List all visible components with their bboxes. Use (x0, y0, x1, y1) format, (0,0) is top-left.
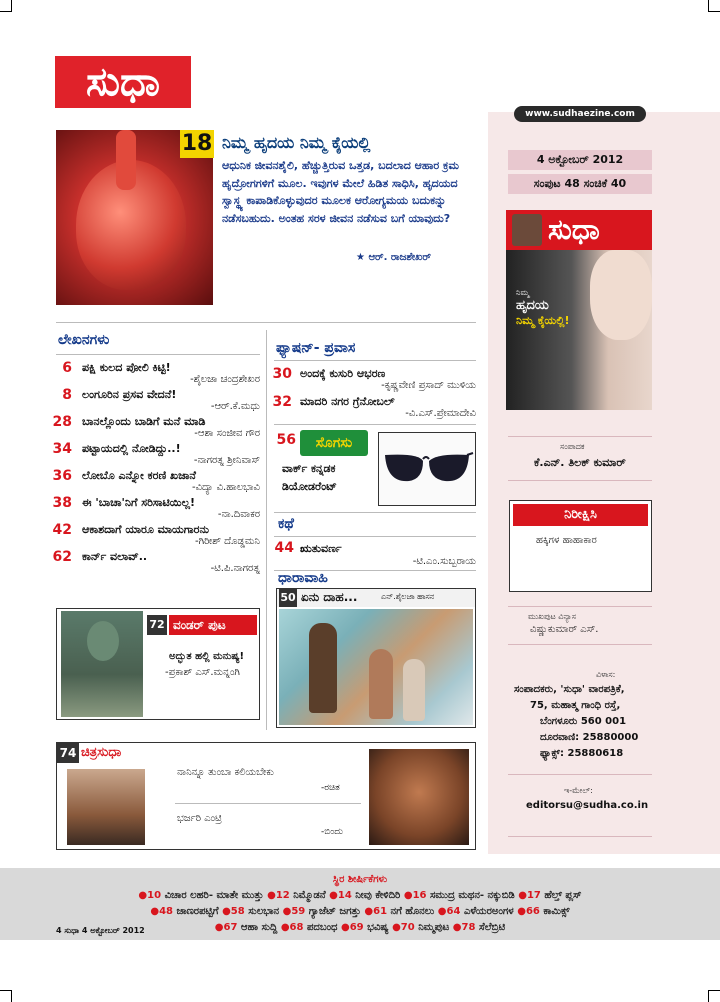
serial-heading: ಧಾರಾವಾಹಿ (278, 570, 328, 586)
design-name: ವಿಷ್ಣುಕುಮಾರ್ ಎಸ್. (530, 624, 599, 635)
sidebar-divider (508, 644, 652, 645)
address-line3: ಬೆಂಗಳೂರು 560 001 (540, 716, 627, 727)
regular-number: 59 (291, 906, 309, 917)
section-divider (274, 536, 476, 537)
wonder-title: ಅದ್ಭುತ ಹಲ್ಲಿ ಮನುಷ್ಯ! (169, 651, 245, 662)
crop-mark-tr (708, 0, 720, 12)
bullet-icon: ● (340, 922, 350, 933)
serial-box[interactable] (276, 588, 476, 728)
section-divider (56, 322, 476, 323)
regular-label[interactable]: ಭವಿಷ್ಯ (367, 922, 389, 933)
regular-number: 67 (223, 922, 241, 933)
bullet-icon: ● (138, 890, 148, 901)
fashion-number: 30 (272, 366, 292, 382)
email-label: ಇ-ಮೇಲ್: (564, 786, 593, 795)
chitra-heading: ಚಿತ್ರಸುಧಾ (81, 745, 122, 760)
regular-label[interactable]: ನಿಮ್ಮೊಡನೆ (293, 890, 326, 901)
fashion-heading: ಫ್ಯಾಷನ್- ಪ್ರವಾಸ (276, 340, 356, 356)
section-divider (274, 424, 476, 425)
cover-thumbnail[interactable] (506, 210, 652, 410)
article-author: -ನಾ.ದಿವಾಕರ (217, 509, 260, 520)
bullet-icon: ● (517, 906, 526, 917)
regular-label[interactable]: ಎಳೆಯರಅಂಗಳ (463, 906, 514, 917)
serial-title: ಏನು ದಾಹ... (301, 590, 358, 604)
bullet-icon: ● (437, 906, 447, 917)
sidebar-divider (508, 774, 652, 775)
bullet-icon: ● (267, 890, 276, 901)
sidebar-divider (508, 836, 652, 837)
serial-illustration (279, 609, 473, 725)
email[interactable]: editorsu@sudha.co.in (526, 800, 649, 811)
regular-label[interactable]: ವಿಚಾರ ಲಹರಿ- ಮಾತೇ ಮುತ್ತು (164, 890, 264, 901)
regular-label[interactable]: ಗ್ಯಾಜೆಟ್ ಜಗತ್ತು (308, 906, 361, 917)
page-folio: 4 ಸುಧಾ 4 ಅಕ್ಟೋಬರ್ 2012 (56, 926, 145, 935)
bullet-icon: ● (452, 922, 462, 933)
forthcoming-text: ಹಕ್ಕಿಗಳ ಹಾಹಾಕಾರ (536, 535, 597, 546)
chitra-photo-left (67, 769, 145, 845)
forthcoming-box (509, 500, 652, 592)
crop-mark-bl (0, 990, 12, 1002)
website-url[interactable]: www.sudhaezine.com (514, 106, 646, 122)
bullet-icon: ● (518, 890, 527, 901)
wonder-author: -ಪ್ರಕಾಶ್ ಎಸ್.ಮನ್ನಂಗಿ (165, 667, 240, 678)
chitra-item1-author: -ರಚಿತ (321, 783, 340, 793)
regular-number: 69 (349, 922, 368, 933)
article-number: 34 (52, 441, 72, 457)
article-author: -ಶೈಲಜಾ ಚಂದ್ರಶೇಖರ (190, 374, 260, 385)
article-title[interactable]: ಕಾರ್ನ್ ವಲಾವ್.. (82, 550, 148, 563)
regular-label[interactable]: ನಗೆ ಹೊನಲು (390, 906, 435, 917)
regular-number: 68 (289, 922, 307, 933)
fashion-title[interactable]: ಅಂದಕ್ಕೆ ಕುಸುರಿ ಆಭರಣ (300, 367, 386, 380)
regular-number: 17 (526, 890, 545, 901)
article-number: 42 (52, 522, 72, 538)
section-divider (274, 360, 476, 361)
sidebar-divider (508, 436, 652, 437)
article-title[interactable]: ಪಟ್ಟಾಯದಲ್ಲಿ ನೋಡಿದ್ದು..! (82, 442, 181, 455)
regulars-row-2 (0, 906, 720, 917)
chitra-number: 74 (57, 743, 79, 763)
sidebar-divider (508, 480, 652, 481)
article-number: 36 (52, 468, 72, 484)
regular-number: 48 (159, 906, 177, 917)
fashion-author: -ಕೃಷ್ಣವೇಣಿ ಪ್ರಸಾದ್ ಮುಳಿಯ (381, 380, 476, 391)
regular-label[interactable]: ನಿಮ್ಮಪುಟ (418, 922, 450, 933)
regular-number: 61 (373, 906, 391, 917)
article-number: 28 (52, 414, 72, 430)
article-author: -ಗಿರೀಶ್ ದೊಡ್ಡಮನಿ (195, 536, 260, 547)
story-author: -ಟಿ.ಎಂ.ಸುಬ್ಬರಾಯ (412, 556, 476, 567)
regular-number: 64 (446, 906, 464, 917)
regular-label[interactable]: ಆಹಾ ಸುದ್ದಿ (240, 922, 278, 933)
crop-mark-tl (0, 0, 12, 12)
chitrasudha-box (56, 742, 476, 850)
regular-label[interactable]: ಕಾಮಿಕ್ಸ್ (543, 906, 570, 917)
promo-number: 56 (276, 432, 296, 448)
regular-number: 70 (400, 922, 419, 933)
regulars-row-1 (0, 890, 720, 901)
regular-label[interactable]: ಸುಲಭಾನ (248, 906, 280, 917)
bullet-icon: ● (392, 922, 401, 933)
regular-number: 78 (461, 922, 479, 933)
article-number: 62 (52, 549, 72, 565)
bullet-icon: ● (280, 922, 290, 933)
regulars-heading: ಸ್ಥಿರ ಶೀರ್ಷಿಕೆಗಳು (332, 874, 388, 885)
article-number: 6 (62, 360, 72, 376)
fashion-number: 32 (272, 394, 292, 410)
story-title[interactable]: ಋತುವರ್ಣ (300, 542, 342, 555)
regular-number: 12 (275, 890, 294, 901)
bullet-icon: ● (403, 890, 413, 901)
feature-author: ★ ಆರ್. ರಾಜಶೇಖರ್ (356, 252, 431, 263)
wonder-heading: ವಂಡರ್ ಪುಟ (169, 615, 257, 635)
regular-number: 14 (337, 890, 356, 901)
sudha-logo: ಸುಧಾ (55, 56, 191, 108)
article-number: 8 (62, 387, 72, 403)
articles-heading: ಲೇಖನಗಳು (58, 332, 110, 348)
regular-label[interactable]: ಸೆಲೆಬ್ರಿಟಿ (478, 922, 506, 933)
promo-line1[interactable]: ವಾರ್ಕ್ ಕನ್ನಡಕ (282, 462, 336, 475)
chitra-divider (175, 803, 361, 804)
issue-volume: ಸಂಪುಟ 48 ಸಂಚಿಕೆ 40 (508, 174, 652, 194)
feature-page-number: 18 (181, 131, 213, 156)
editor-label: ಸಂಪಾದಕ (560, 442, 585, 451)
bullet-icon: ● (150, 906, 160, 917)
editor-name: ಕೆ.ಎನ್. ತಿಲಕ್ ಕುಮಾರ್ (534, 456, 626, 469)
article-author: -ಟಿ.ಪಿ.ನಾಗರತ್ನ (210, 563, 260, 574)
address-label: ವಿಳಾಸ: (596, 670, 616, 679)
wonder-number: 72 (147, 615, 167, 635)
bullet-icon: ● (329, 890, 338, 901)
feature-body: ಆಧುನಿಕ ಜೀವನಶೈಲಿ, ಹೆಚ್ಚುತ್ತಿರುವ ಒತ್ತಡ, ಬದಲಾದ ಆಹಾರ ಕ್ರಮ ಹೃದ್ರೋಗಗಳಿಗೆ ಮೂಲ. ಇವುಗಳ ಮೇಲೆ ಹಿಡಿತ ಸಾಧಿಸಿ, ಹೃದಯದ ಸ್ವಾಸ್ಥ್ಯ ಕಾಪಾಡಿಕೊಳ್ಳುವುದರ ಮೂಲಕ ಆರೋಗ್ಯಮಯ ಬದುಕನ್ನು ನಡೆಸಬಹುದು. ಅಂತಹ ಸರಳ ಜೀವನ ನಡೆಸುವ ಬಗೆ ಯಾವುದು? (222, 159, 459, 225)
feature-title[interactable]: ನಿಮ್ಮ ಹೃದಯ ನಿಮ್ಮ ಕೈಯಲ್ಲಿ (222, 133, 371, 152)
bullet-icon: ● (364, 906, 374, 917)
wonder-box[interactable] (56, 608, 260, 720)
bullet-icon: ● (282, 906, 292, 917)
fax: ಫ್ಯಾಕ್ಸ್: 25880618 (540, 748, 624, 759)
wonder-image (61, 611, 143, 717)
story-heading: ಕಥೆ (278, 516, 294, 532)
fashion-title[interactable]: ಮಾದರಿ ನಗರ ಗ್ರೆನೋಬಲ್ (300, 395, 395, 408)
cover-headline-1: ನಿಮ್ಮ (516, 288, 530, 297)
forthcoming-title: ನಿರೀಕ್ಷಿಸಿ (513, 504, 648, 526)
column-divider (266, 330, 267, 730)
address-line1: ಸಂಪಾದಕರು, 'ಸುಧಾ' ವಾರಪತ್ರಿಕೆ, (514, 684, 625, 695)
article-title[interactable]: ಆಕಾಶದಾಗೆ ಯಾರೂ ಮಾಯಗಾರನು (82, 523, 210, 536)
article-author: -ಆರ್.ಕೆ.ಮಧು (210, 401, 260, 412)
sidebar-divider (508, 606, 652, 607)
sogasu-tag: ಸೊಗಸು (300, 430, 368, 456)
regular-label[interactable]: ನೀವು ಕೇಳಿದಿರಿ (355, 890, 401, 901)
regular-label[interactable]: ಹೆಲ್ತ್ ಪ್ಲಸ್ (544, 890, 582, 901)
article-title[interactable]: ಲಂಗೂರಿನ ಪ್ರಸವ ವೇದನೆ! (82, 388, 177, 401)
cover-headline-3: ನಿಮ್ಮ ಕೈಯಲ್ಲಿ! (516, 314, 570, 327)
article-title[interactable]: ಪಕ್ಷಿ ಕುಲದ ಪೋಲಿ ಕಿಟ್ಟಿ! (82, 361, 171, 374)
article-title[interactable]: ಲೋಬೊ ಎನ್ನೋ ಕರಣಿ ಖಜಾನೆ (82, 469, 196, 482)
section-divider (274, 512, 476, 513)
article-author: -ಆಶಾ ಸಂಜೀವ ಗೌರ (194, 428, 260, 439)
crop-mark-br (708, 990, 720, 1002)
regular-label[interactable]: ಪದಬಂಧ (306, 922, 338, 933)
phone: ದೂರವಾಣಿ: 25880000 (540, 732, 639, 743)
article-number: 38 (52, 495, 72, 511)
article-title[interactable]: ಬಾನಲ್ಲೊಂದು ಬಾಡಿಗೆ ಮನೆ ಮಾಡಿ (82, 415, 206, 428)
serial-number: 50 (279, 589, 297, 607)
article-author: -ವಿದ್ಯಾ ವಿ.ಹಾಲಭಾವಿ (192, 482, 260, 493)
cover-headline-2: ಹೃದಯ (516, 298, 549, 313)
article-title[interactable]: ಈ 'ಬಾಚಾ'ನಿಗೆ ಸರಿಸಾಟಿಯಿಲ್ಲ! (82, 496, 196, 509)
bullet-icon: ● (222, 906, 231, 917)
bullet-icon: ● (214, 922, 224, 933)
regular-number: 66 (525, 906, 544, 917)
sunglasses-icon (379, 433, 475, 505)
regular-label[interactable]: ಜಾಣರಪಟ್ಟಿಗೆ (176, 906, 219, 917)
chitra-item2-author: -ಬಿಂದು (321, 827, 343, 837)
fashion-author: -ವಿ.ಎಸ್.ಪ್ರೇಮಾದೇವಿ (405, 408, 476, 419)
chitra-item2-title[interactable]: ಭರ್ಜರಿ ಎಂಟ್ರಿ (177, 813, 223, 824)
sunglasses-image (378, 432, 476, 506)
regular-number: 58 (230, 906, 249, 917)
issue-date: 4 ಅಕ್ಟೋಬರ್ 2012 (508, 150, 652, 170)
address-line2: 75, ಮಹಾತ್ಮ ಗಾಂಧಿ ರಸ್ತೆ, (530, 700, 621, 711)
regular-number: 10 (147, 890, 165, 901)
article-author: -ನಾಗರತ್ನ ಶ್ರೀನಿವಾಸ್ (193, 455, 260, 466)
chitra-item1-title[interactable]: ನಾನಿನ್ನೂ ತುಂಬಾ ಕಲಿಯಬೇಕು (177, 767, 274, 778)
story-number: 44 (274, 540, 294, 556)
promo-line2[interactable]: ಡಿಯೋಡರೆಂಟ್ (282, 480, 337, 493)
cover-inset-photo (512, 214, 542, 246)
regular-label[interactable]: ಸಮುದ್ರ ಮಥನ- ನಕ್ಕುಬಿಡಿ (429, 890, 515, 901)
regular-number: 16 (412, 890, 430, 901)
section-divider (56, 354, 260, 355)
cover-logo: ಸುಧಾ (548, 213, 600, 246)
chitra-photo-right (369, 749, 469, 845)
design-label: ಮುಖಪುಟ ವಿನ್ಯಾಸ (528, 612, 577, 621)
serial-author: ಎನ್.ಶೈಲಜಾ ಹಾಸನ (381, 592, 435, 601)
